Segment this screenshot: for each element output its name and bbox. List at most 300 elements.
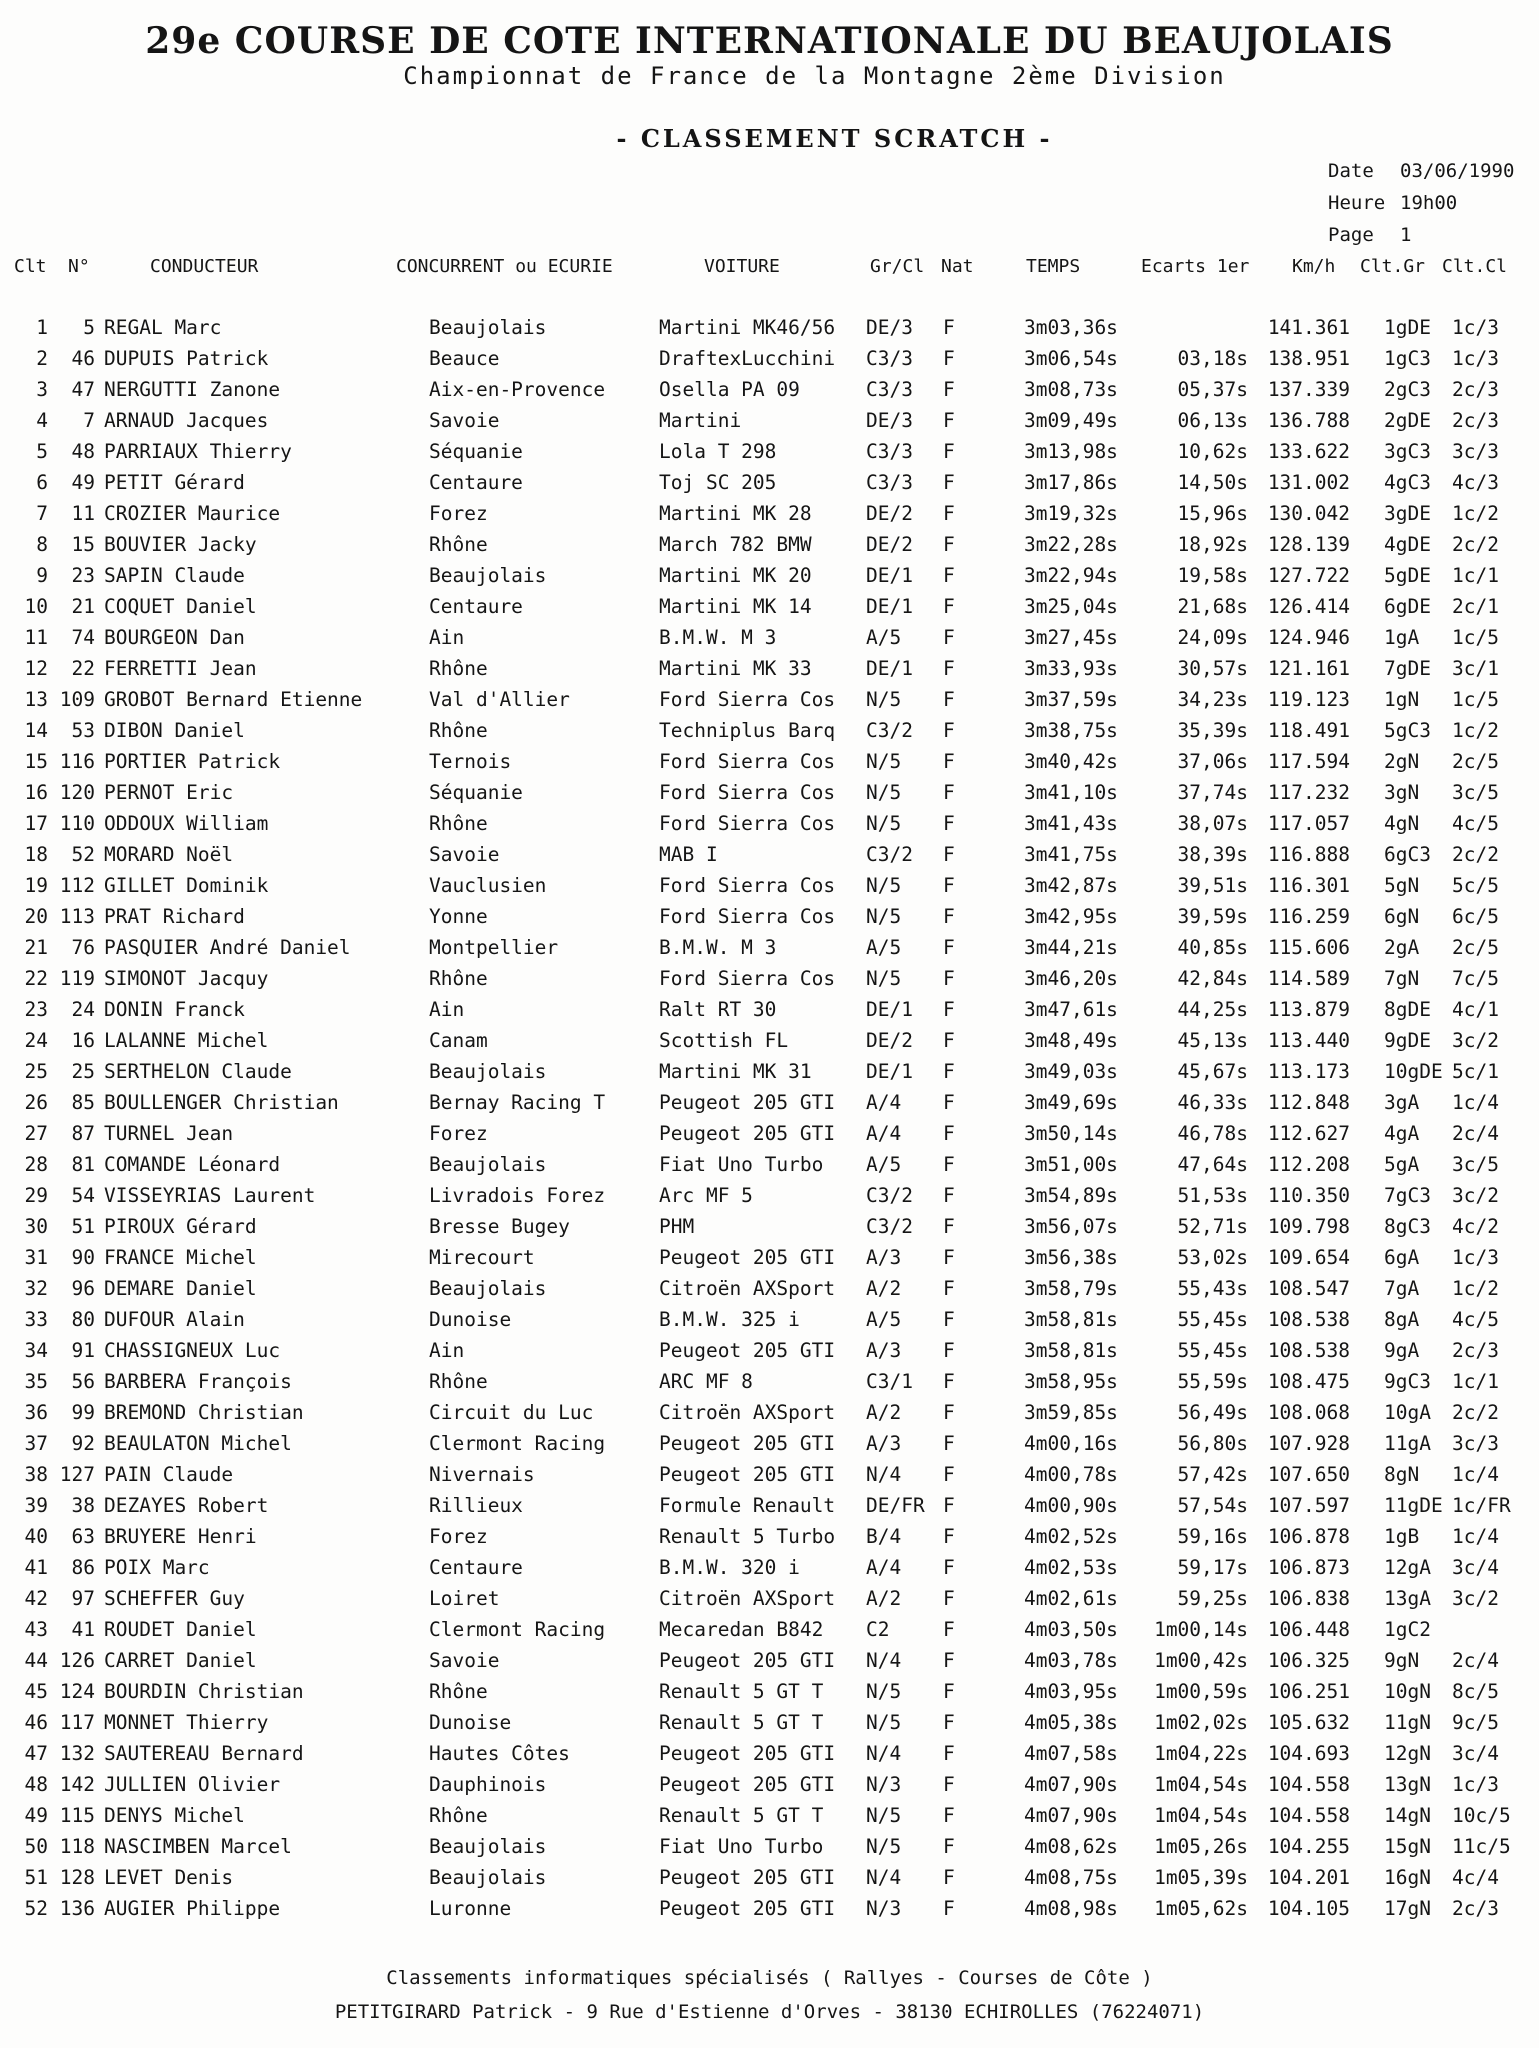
cell-kmh: 119.123: [1267, 688, 1350, 711]
cell-no: 22: [71, 657, 95, 680]
cell-gap: 37,74s: [1177, 781, 1248, 804]
cell-gap: 21,68s: [1177, 595, 1248, 618]
table-row: [0, 1711, 1539, 1742]
cell-no: 142: [59, 1773, 95, 1796]
cell-gap: 39,51s: [1177, 874, 1248, 897]
cell-car: Toj SC 205: [659, 471, 777, 494]
cell-cltgr: 5gDE: [1384, 564, 1431, 587]
cell-entrant: Dauphinois: [429, 1773, 547, 1796]
cell-cltgr: 7gC3: [1384, 1184, 1431, 1207]
cell-driver: SCHEFFER Guy: [104, 1587, 245, 1610]
cell-grcl: A/4: [866, 1122, 902, 1145]
cell-clt: 32: [24, 1277, 48, 1300]
header-cltcl: Clt.Cl: [1442, 256, 1508, 277]
cell-time: 4m03,78s: [1024, 1649, 1118, 1672]
header-clt: Clt: [14, 256, 47, 277]
cell-nat: F: [943, 1742, 955, 1765]
cell-nat: F: [943, 1277, 955, 1300]
table-row: [0, 781, 1539, 812]
cell-nat: F: [943, 1711, 955, 1734]
cell-car: Ford Sierra Cos: [659, 812, 836, 835]
cell-clt: 43: [24, 1618, 48, 1641]
footer-line-1: Classements informatiques spécialisés ( Rallyes - Courses de Côte ): [386, 1967, 1153, 1989]
cell-grcl: N/5: [866, 905, 902, 928]
cell-cltcl: 1c/3: [1452, 1246, 1499, 1269]
cell-kmh: 110.350: [1267, 1184, 1350, 1207]
table-row: [0, 1060, 1539, 1091]
cell-entrant: Dunoise: [429, 1308, 512, 1331]
cell-cltgr: 7gN: [1384, 967, 1420, 990]
cell-entrant: Bresse Bugey: [429, 1215, 570, 1238]
cell-car: Formule Renault: [659, 1494, 836, 1517]
cell-car: Peugeot 205 GTI: [659, 1866, 836, 1889]
cell-driver: DONIN Franck: [104, 998, 245, 1021]
cell-gap: 57,42s: [1177, 1463, 1248, 1486]
cell-entrant: Beauce: [429, 347, 500, 370]
table-row: [0, 1680, 1539, 1711]
cell-kmh: 141.361: [1267, 316, 1350, 339]
table-row: [0, 1029, 1539, 1060]
cell-cltcl: 2c/1: [1452, 595, 1499, 618]
cell-grcl: A/5: [866, 1153, 902, 1176]
cell-car: Ford Sierra Cos: [659, 688, 836, 711]
cell-clt: 28: [24, 1153, 48, 1176]
cell-car: B.M.W. M 3: [659, 936, 777, 959]
cell-nat: F: [943, 1494, 955, 1517]
cell-kmh: 112.208: [1267, 1153, 1350, 1176]
cell-cltgr: 9gDE: [1384, 1029, 1431, 1052]
cell-time: 3m42,95s: [1024, 905, 1118, 928]
cell-cltgr: 14gN: [1384, 1804, 1431, 1827]
cell-grcl: A/3: [866, 1432, 902, 1455]
cell-driver: MORARD Noël: [104, 843, 234, 866]
cell-grcl: DE/1: [866, 998, 913, 1021]
cell-kmh: 107.597: [1267, 1494, 1350, 1517]
cell-driver: ARNAUD Jacques: [104, 409, 269, 432]
cell-entrant: Rillieux: [429, 1494, 523, 1517]
header-grcl: Gr/Cl: [870, 256, 925, 277]
cell-grcl: N/5: [866, 812, 902, 835]
cell-grcl: C3/3: [866, 471, 913, 494]
cell-driver: PETIT Gérard: [104, 471, 245, 494]
cell-cltgr: 6gA: [1384, 1246, 1420, 1269]
cell-no: 23: [71, 564, 95, 587]
cell-cltcl: 10c/5: [1452, 1804, 1511, 1827]
cell-cltgr: 9gC3: [1384, 1370, 1431, 1393]
cell-nat: F: [943, 1463, 955, 1486]
cell-gap: 1m00,59s: [1154, 1680, 1248, 1703]
cell-cltcl: 2c/5: [1452, 750, 1499, 773]
cell-driver: POIX Marc: [104, 1556, 210, 1579]
cell-no: 63: [71, 1525, 95, 1548]
cell-nat: F: [943, 1804, 955, 1827]
cell-gap: 1m05,39s: [1154, 1866, 1248, 1889]
cell-cltgr: 8gN: [1384, 1463, 1420, 1486]
cell-driver: MONNET Thierry: [104, 1711, 269, 1734]
cell-entrant: Centaure: [429, 471, 523, 494]
cell-gap: 59,17s: [1177, 1556, 1248, 1579]
cell-time: 3m56,38s: [1024, 1246, 1118, 1269]
cell-cltgr: 10gN: [1384, 1680, 1431, 1703]
table-row: [0, 843, 1539, 874]
cell-no: 119: [59, 967, 95, 990]
cell-grcl: C3/2: [866, 1215, 913, 1238]
cell-time: 4m03,95s: [1024, 1680, 1118, 1703]
cell-grcl: DE/1: [866, 657, 913, 680]
cell-driver: DEZAYES Robert: [104, 1494, 269, 1517]
cell-nat: F: [943, 533, 955, 556]
cell-cltgr: 11gA: [1384, 1432, 1431, 1455]
cell-cltcl: 3c/3: [1452, 1432, 1499, 1455]
cell-clt: 29: [24, 1184, 48, 1207]
cell-car: DraftexLucchini: [659, 347, 836, 370]
cell-entrant: Livradois Forez: [429, 1184, 606, 1207]
cell-nat: F: [943, 595, 955, 618]
cell-clt: 50: [24, 1835, 48, 1858]
cell-kmh: 131.002: [1267, 471, 1350, 494]
cell-gap: 59,16s: [1177, 1525, 1248, 1548]
cell-car: Peugeot 205 GTI: [659, 1122, 836, 1145]
cell-nat: F: [943, 1029, 955, 1052]
cell-nat: F: [943, 1835, 955, 1858]
cell-clt: 14: [24, 719, 48, 742]
cell-grcl: N/5: [866, 1680, 902, 1703]
cell-cltgr: 13gA: [1384, 1587, 1431, 1610]
cell-gap: 1m02,02s: [1154, 1711, 1248, 1734]
table-row: [0, 1153, 1539, 1184]
cell-gap: 30,57s: [1177, 657, 1248, 680]
cell-nat: F: [943, 1587, 955, 1610]
cell-time: 3m17,86s: [1024, 471, 1118, 494]
table-row: [0, 967, 1539, 998]
cell-no: 25: [71, 1060, 95, 1083]
cell-clt: 44: [24, 1649, 48, 1672]
table-row: [0, 316, 1539, 347]
cell-nat: F: [943, 1215, 955, 1238]
cell-nat: F: [943, 1680, 955, 1703]
cell-time: 3m38,75s: [1024, 719, 1118, 742]
cell-grcl: DE/3: [866, 316, 913, 339]
cell-kmh: 117.232: [1267, 781, 1350, 804]
cell-time: 4m08,62s: [1024, 1835, 1118, 1858]
cell-nat: F: [943, 440, 955, 463]
cell-gap: 06,13s: [1177, 409, 1248, 432]
cell-entrant: Nivernais: [429, 1463, 535, 1486]
cell-no: 115: [59, 1804, 95, 1827]
cell-clt: 35: [24, 1370, 48, 1393]
cell-driver: AUGIER Philippe: [104, 1897, 281, 1920]
cell-cltcl: 1c/2: [1452, 719, 1499, 742]
cell-no: 91: [71, 1339, 95, 1362]
cell-entrant: Ternois: [429, 750, 512, 773]
cell-clt: 25: [24, 1060, 48, 1083]
cell-grcl: A/5: [866, 1308, 902, 1331]
cell-clt: 3: [36, 378, 48, 401]
cell-time: 3m58,81s: [1024, 1308, 1118, 1331]
cell-nat: F: [943, 1556, 955, 1579]
cell-entrant: Savoie: [429, 1649, 500, 1672]
cell-gap: 1m00,42s: [1154, 1649, 1248, 1672]
cell-nat: F: [943, 1184, 955, 1207]
cell-gap: 55,43s: [1177, 1277, 1248, 1300]
cell-entrant: Rhône: [429, 1680, 488, 1703]
cell-grcl: A/2: [866, 1401, 902, 1424]
table-row: [0, 1122, 1539, 1153]
table-row: [0, 564, 1539, 595]
cell-cltcl: 2c/3: [1452, 409, 1499, 432]
cell-cltgr: 1gC3: [1384, 347, 1431, 370]
cell-cltgr: 1gN: [1384, 688, 1420, 711]
cell-kmh: 117.594: [1267, 750, 1350, 773]
table-row: [0, 874, 1539, 905]
cell-time: 3m49,69s: [1024, 1091, 1118, 1114]
cell-car: Peugeot 205 GTI: [659, 1463, 836, 1486]
cell-clt: 16: [24, 781, 48, 804]
cell-cltgr: 2gN: [1384, 750, 1420, 773]
cell-cltgr: 12gN: [1384, 1742, 1431, 1765]
cell-cltgr: 6gDE: [1384, 595, 1431, 618]
cell-cltcl: 11c/5: [1452, 1835, 1511, 1858]
cell-car: Techniplus Barq: [659, 719, 836, 742]
cell-gap: 42,84s: [1177, 967, 1248, 990]
cell-car: Citroën AXSport: [659, 1277, 836, 1300]
table-row: [0, 347, 1539, 378]
cell-grcl: A/5: [866, 626, 902, 649]
cell-kmh: 124.946: [1267, 626, 1350, 649]
cell-cltgr: 5gN: [1384, 874, 1420, 897]
cell-car: Peugeot 205 GTI: [659, 1897, 836, 1920]
cell-cltgr: 4gA: [1384, 1122, 1420, 1145]
table-row: [0, 1494, 1539, 1525]
cell-grcl: DE/1: [866, 1060, 913, 1083]
cell-cltcl: 4c/3: [1452, 471, 1499, 494]
table-row: [0, 812, 1539, 843]
cell-driver: LALANNE Michel: [104, 1029, 269, 1052]
cell-clt: 17: [24, 812, 48, 835]
table-row: [0, 533, 1539, 564]
cell-kmh: 113.879: [1267, 998, 1350, 1021]
cell-clt: 13: [24, 688, 48, 711]
cell-driver: DIBON Daniel: [104, 719, 245, 742]
cell-car: March 782 BMW: [659, 533, 812, 556]
cell-clt: 27: [24, 1122, 48, 1145]
table-row: [0, 1525, 1539, 1556]
cell-gap: 51,53s: [1177, 1184, 1248, 1207]
table-row: [0, 1618, 1539, 1649]
table-row: [0, 1587, 1539, 1618]
header-driver: CONDUCTEUR: [150, 256, 259, 277]
cell-time: 3m03,36s: [1024, 316, 1118, 339]
table-row: [0, 471, 1539, 502]
cell-kmh: 107.928: [1267, 1432, 1350, 1455]
cell-time: 3m41,43s: [1024, 812, 1118, 835]
cell-driver: ODDOUX William: [104, 812, 269, 835]
table-row: [0, 1866, 1539, 1897]
cell-driver: PORTIER Patrick: [104, 750, 281, 773]
table-row: [0, 1184, 1539, 1215]
cell-clt: 42: [24, 1587, 48, 1610]
cell-driver: DENYS Michel: [104, 1804, 245, 1827]
cell-cltcl: 2c/3: [1452, 1339, 1499, 1362]
cell-kmh: 104.558: [1267, 1773, 1350, 1796]
cell-cltgr: 4gDE: [1384, 533, 1431, 556]
cell-cltcl: 5c/1: [1452, 1060, 1499, 1083]
cell-cltgr: 6gN: [1384, 905, 1420, 928]
cell-grcl: A/3: [866, 1246, 902, 1269]
cell-cltgr: 2gA: [1384, 936, 1420, 959]
cell-entrant: Val d'Allier: [429, 688, 570, 711]
cell-nat: F: [943, 1246, 955, 1269]
cell-time: 3m58,79s: [1024, 1277, 1118, 1300]
cell-grcl: C3/1: [866, 1370, 913, 1393]
cell-car: Peugeot 205 GTI: [659, 1649, 836, 1672]
cell-cltgr: 1gA: [1384, 626, 1420, 649]
cell-cltgr: 1gB: [1384, 1525, 1420, 1548]
cell-time: 3m54,89s: [1024, 1184, 1118, 1207]
cell-no: 109: [59, 688, 95, 711]
cell-cltcl: 4c/5: [1452, 812, 1499, 835]
cell-no: 74: [71, 626, 95, 649]
cell-nat: F: [943, 502, 955, 525]
cell-gap: 55,45s: [1177, 1339, 1248, 1362]
cell-gap: 18,92s: [1177, 533, 1248, 556]
cell-clt: 26: [24, 1091, 48, 1114]
time-label: Heure: [1328, 192, 1386, 214]
cell-driver: ROUDET Daniel: [104, 1618, 257, 1641]
cell-no: 48: [71, 440, 95, 463]
cell-clt: 6: [36, 471, 48, 494]
cell-clt: 31: [24, 1246, 48, 1269]
cell-driver: REGAL Marc: [104, 316, 222, 339]
cell-grcl: C2: [866, 1618, 890, 1641]
cell-driver: DUPUIS Patrick: [104, 347, 269, 370]
cell-clt: 36: [24, 1401, 48, 1424]
cell-clt: 8: [36, 533, 48, 556]
table-row: [0, 1246, 1539, 1277]
cell-entrant: Ain: [429, 626, 465, 649]
cell-driver: COQUET Daniel: [104, 595, 257, 618]
cell-cltcl: 2c/2: [1452, 1401, 1499, 1424]
cell-cltgr: 8gA: [1384, 1308, 1420, 1331]
cell-kmh: 130.042: [1267, 502, 1350, 525]
cell-time: 3m22,28s: [1024, 533, 1118, 556]
table-row: [0, 440, 1539, 471]
cell-driver: JULLIEN Olivier: [104, 1773, 281, 1796]
cell-gap: 57,54s: [1177, 1494, 1248, 1517]
cell-clt: 48: [24, 1773, 48, 1796]
cell-car: Martini MK 28: [659, 502, 812, 525]
cell-grcl: DE/1: [866, 595, 913, 618]
cell-no: 92: [71, 1432, 95, 1455]
cell-entrant: Séquanie: [429, 781, 523, 804]
cell-car: MAB I: [659, 843, 718, 866]
cell-cltcl: 1c/2: [1452, 502, 1499, 525]
table-row: [0, 1773, 1539, 1804]
table-row: [0, 1835, 1539, 1866]
cell-cltcl: 4c/1: [1452, 998, 1499, 1021]
table-row: [0, 719, 1539, 750]
cell-entrant: Ain: [429, 1339, 465, 1362]
cell-cltcl: 1c/1: [1452, 564, 1499, 587]
cell-gap: 10,62s: [1177, 440, 1248, 463]
cell-clt: 10: [24, 595, 48, 618]
cell-car: Peugeot 205 GTI: [659, 1773, 836, 1796]
cell-nat: F: [943, 1153, 955, 1176]
cell-time: 3m49,03s: [1024, 1060, 1118, 1083]
cell-gap: 35,39s: [1177, 719, 1248, 742]
cell-grcl: C3/3: [866, 440, 913, 463]
cell-car: Ford Sierra Cos: [659, 905, 836, 928]
date-value: 03/06/1990: [1400, 160, 1515, 182]
cell-no: 86: [71, 1556, 95, 1579]
cell-entrant: Rhône: [429, 657, 488, 680]
cell-nat: F: [943, 843, 955, 866]
cell-car: Martini MK 33: [659, 657, 812, 680]
cell-time: 3m19,32s: [1024, 502, 1118, 525]
cell-nat: F: [943, 1432, 955, 1455]
cell-time: 3m42,87s: [1024, 874, 1118, 897]
cell-driver: PIROUX Gérard: [104, 1215, 257, 1238]
cell-car: Osella PA 09: [659, 378, 800, 401]
cell-cltgr: 10gDE: [1384, 1060, 1443, 1083]
cell-kmh: 116.301: [1267, 874, 1350, 897]
cell-time: 3m47,61s: [1024, 998, 1118, 1021]
cell-kmh: 115.606: [1267, 936, 1350, 959]
cell-no: 113: [59, 905, 95, 928]
cell-time: 3m58,81s: [1024, 1339, 1118, 1362]
cell-car: Citroën AXSport: [659, 1401, 836, 1424]
cell-gap: 53,02s: [1177, 1246, 1248, 1269]
cell-time: 4m00,78s: [1024, 1463, 1118, 1486]
cell-cltgr: 9gN: [1384, 1649, 1420, 1672]
cell-nat: F: [943, 905, 955, 928]
cell-grcl: DE/3: [866, 409, 913, 432]
cell-clt: 1: [36, 316, 48, 339]
cell-clt: 24: [24, 1029, 48, 1052]
cell-car: Ford Sierra Cos: [659, 750, 836, 773]
table-row: [0, 502, 1539, 533]
cell-nat: F: [943, 1308, 955, 1331]
cell-clt: 49: [24, 1804, 48, 1827]
cell-cltgr: 9gA: [1384, 1339, 1420, 1362]
table-row: [0, 1277, 1539, 1308]
cell-nat: F: [943, 967, 955, 990]
cell-entrant: Rhône: [429, 1370, 488, 1393]
table-row: [0, 936, 1539, 967]
cell-clt: 18: [24, 843, 48, 866]
cell-kmh: 138.951: [1267, 347, 1350, 370]
cell-car: Ford Sierra Cos: [659, 781, 836, 804]
cell-cltgr: 3gA: [1384, 1091, 1420, 1114]
cell-driver: CARRET Daniel: [104, 1649, 257, 1672]
cell-kmh: 108.068: [1267, 1401, 1350, 1424]
table-row: [0, 905, 1539, 936]
cell-gap: 46,78s: [1177, 1122, 1248, 1145]
cell-time: 3m56,07s: [1024, 1215, 1118, 1238]
cell-car: Renault 5 GT T: [659, 1711, 824, 1734]
cell-entrant: Yonne: [429, 905, 488, 928]
cell-no: 128: [59, 1866, 95, 1889]
cell-time: 3m41,75s: [1024, 843, 1118, 866]
cell-gap: 45,13s: [1177, 1029, 1248, 1052]
cell-no: 127: [59, 1463, 95, 1486]
cell-no: 56: [71, 1370, 95, 1393]
cell-grcl: N/5: [866, 874, 902, 897]
cell-car: Peugeot 205 GTI: [659, 1091, 836, 1114]
cell-car: Mecaredan B842: [659, 1618, 824, 1641]
cell-car: Peugeot 205 GTI: [659, 1432, 836, 1455]
cell-clt: 22: [24, 967, 48, 990]
